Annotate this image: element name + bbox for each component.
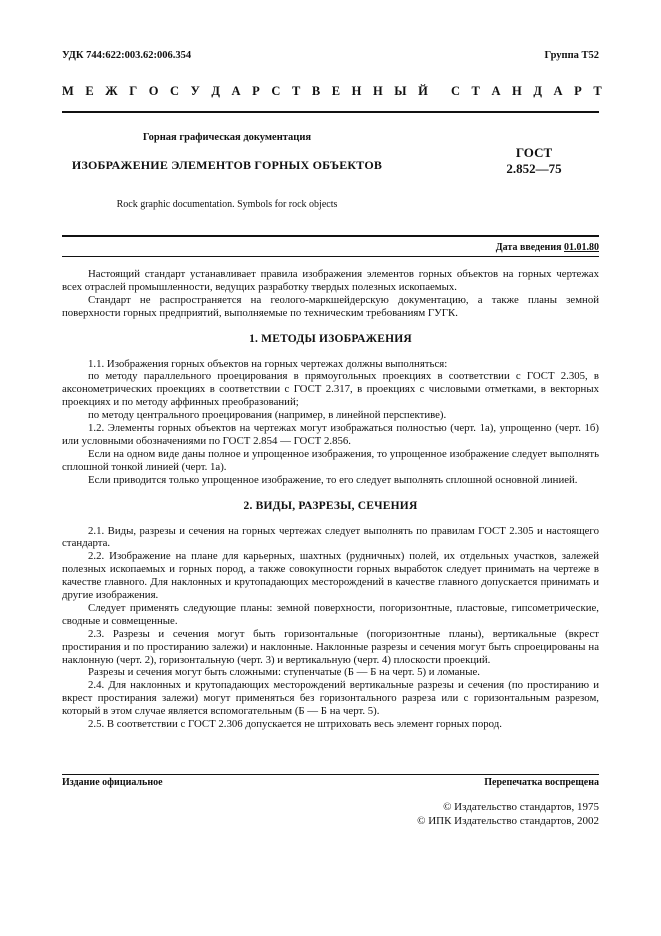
- banner-letter: Т: [291, 84, 301, 98]
- banner-letter: А: [553, 84, 563, 98]
- banner-letter: Т: [471, 84, 480, 98]
- document-subtitle: Горная графическая документация: [142, 132, 312, 143]
- introduction-date-label: Дата введения: [495, 242, 562, 253]
- title-block: [62, 128, 392, 210]
- introduction-date: [496, 242, 599, 253]
- banner-letter: Ы: [394, 84, 407, 98]
- banner-letter: Д: [533, 84, 542, 98]
- banner-letter: Н: [372, 84, 383, 98]
- banner-letter: Т: [593, 84, 602, 98]
- banner-letter: Д: [211, 84, 220, 98]
- title-divider: [62, 235, 599, 237]
- banner-letter: А: [231, 84, 241, 98]
- copyright: [417, 800, 599, 828]
- introduction-date-value: 01.01.80: [564, 242, 599, 253]
- banner-letter: Н: [351, 84, 362, 98]
- standard-banner: [62, 84, 602, 98]
- banner-letter: Е: [85, 84, 94, 98]
- banner-letter: Г: [129, 84, 138, 98]
- group-code: Группа Т52: [544, 50, 599, 61]
- banner-letter: М: [62, 84, 74, 98]
- copyright-line-2: © ИПК Издательство стандартов, 2002: [417, 815, 599, 827]
- paragraph: Следует применять следующие планы: земной поверхности, погоризонтные, пластовые, гипсометрические, сводные и совмещенные.: [62, 601, 599, 627]
- gost-label: ГОСТ: [515, 145, 553, 160]
- paragraph: Стандарт не распространяется на геолого-маркшейдерскую документацию, а также планы земной поверхности горных предприятий, выполняемые по техническим требованиям ГУГК.: [62, 293, 599, 319]
- section-heading: 2. ВИДЫ, РАЗРЕЗЫ, СЕЧЕНИЯ: [243, 499, 418, 512]
- banner-letter: С: [170, 84, 180, 98]
- official-edition: Издание официальное: [62, 777, 163, 788]
- paragraph: по методу центрального проецирования (например, в линейной перспективе).: [88, 409, 447, 422]
- paragraph: 2.1. Виды, разрезы и сечения на горных чертежах следует выполнять по правилам ГОСТ 2.305 и настоящего стандарта.: [62, 524, 599, 550]
- top-divider: [62, 111, 599, 113]
- paragraph: по методу параллельного проецирования в прямоугольных проекциях в соответствии с ГОСТ 2.305, в аксонометрических проекциях в соответствии с ГОСТ 2.317, в проекциях с числовыми отметками, в векторных проекциях и по методу аффинных преобразований;: [62, 370, 599, 409]
- footer-divider: [62, 774, 599, 775]
- section-heading: 1. МЕТОДЫ ИЗОБРАЖЕНИЯ: [249, 332, 412, 345]
- copyright-line-1: © Издательство стандартов, 1975: [443, 801, 599, 813]
- banner-letter: В: [311, 84, 321, 98]
- english-title: Rock graphic documentation. Symbols for rock objects: [116, 199, 338, 210]
- paragraph: Если приводится только упрощенное изображение, то его следует выполнять сплошной основной линией.: [88, 473, 578, 486]
- paragraph: Настоящий стандарт устанавливает правила изображения элементов горных объектов на горных чертежах всех отраслей промышленности, ведущих разработку твердых полезных ископаемых.: [62, 268, 599, 293]
- document-body: [62, 262, 599, 731]
- banner-letter: С: [271, 84, 281, 98]
- paragraph: 2.2. Изображение на плане для карьерных, шахтных (рудничных) полей, их отдельных участков, залежей полезных ископаемых и горных пород, а также совокупности горных выработок следует принимать на чертеже в качестве главного. Для наклонных и крутопадающих месторождений в качестве главного допускается принимать и другие изображения.: [62, 550, 599, 602]
- banner-letter: Ж: [105, 84, 118, 98]
- banner-letter: Е: [331, 84, 341, 98]
- paragraph: 2.4. Для наклонных и крутопадающих месторождений вертикальные разрезы и сечения (по простиранию и вкрест простирания залежи) могут применяться без горизонтального разреза или с горизонтальным разрезом, который в этом случае является вспомогательным (Б — Б на черт. 5).: [62, 679, 599, 718]
- paragraph: 2.5. В соответствии с ГОСТ 2.306 допускается не штриховать весь элемент горных пород.: [88, 718, 502, 731]
- banner-letter: Р: [252, 84, 260, 98]
- banner-letter: Н: [512, 84, 522, 98]
- banner-letter: У: [190, 84, 200, 98]
- banner-letter: О: [148, 84, 159, 98]
- udk-code: УДК 744:622:003.62:006.354: [62, 50, 192, 61]
- banner-letter: Й: [418, 84, 428, 98]
- banner-letter: С: [450, 84, 460, 98]
- reprint-notice: Перепечатка воспрещена: [484, 777, 599, 788]
- gost-designation: [484, 145, 584, 177]
- date-divider: [62, 256, 599, 257]
- banner-letter: А: [491, 84, 501, 98]
- paragraph: Если на одном виде даны полное и упрощенное изображения, то упрощенное изображение следует выполнять сплошной тонкой линией (черт. 1а).: [62, 447, 599, 473]
- gost-number: 2.852—75: [506, 161, 562, 176]
- paragraph: 2.3. Разрезы и сечения могут быть горизонтальные (погоризонтные планы), вертикальные (вкрест простирания и по простиранию залежи) и наклонные. Наклонные разрезы и сечения могут быть спроецированы на наклонную (черт. 2), горизонтальную (черт. 3) и вертикальную (черт. 4) плоскости проекций.: [62, 627, 599, 666]
- document-title: ИЗОБРАЖЕНИЕ ЭЛЕМЕНТОВ ГОРНЫХ ОБЪЕКТОВ: [71, 158, 383, 172]
- banner-letter: Р: [574, 84, 582, 98]
- paragraph: 1.1. Изображения горных объектов на горных чертежах должны выполняться:: [88, 357, 448, 370]
- paragraph: Разрезы и сечения могут быть сложными: ступенчатые (Б — Б на черт. 5) и ломаные.: [88, 666, 480, 679]
- paragraph: 1.2. Элементы горных объектов на чертежах могут изображаться полностью (черт. 1а), упрощенно (черт. 1б) или условными обозначениями по ГОСТ 2.854 — ГОСТ 2.856.: [62, 422, 599, 447]
